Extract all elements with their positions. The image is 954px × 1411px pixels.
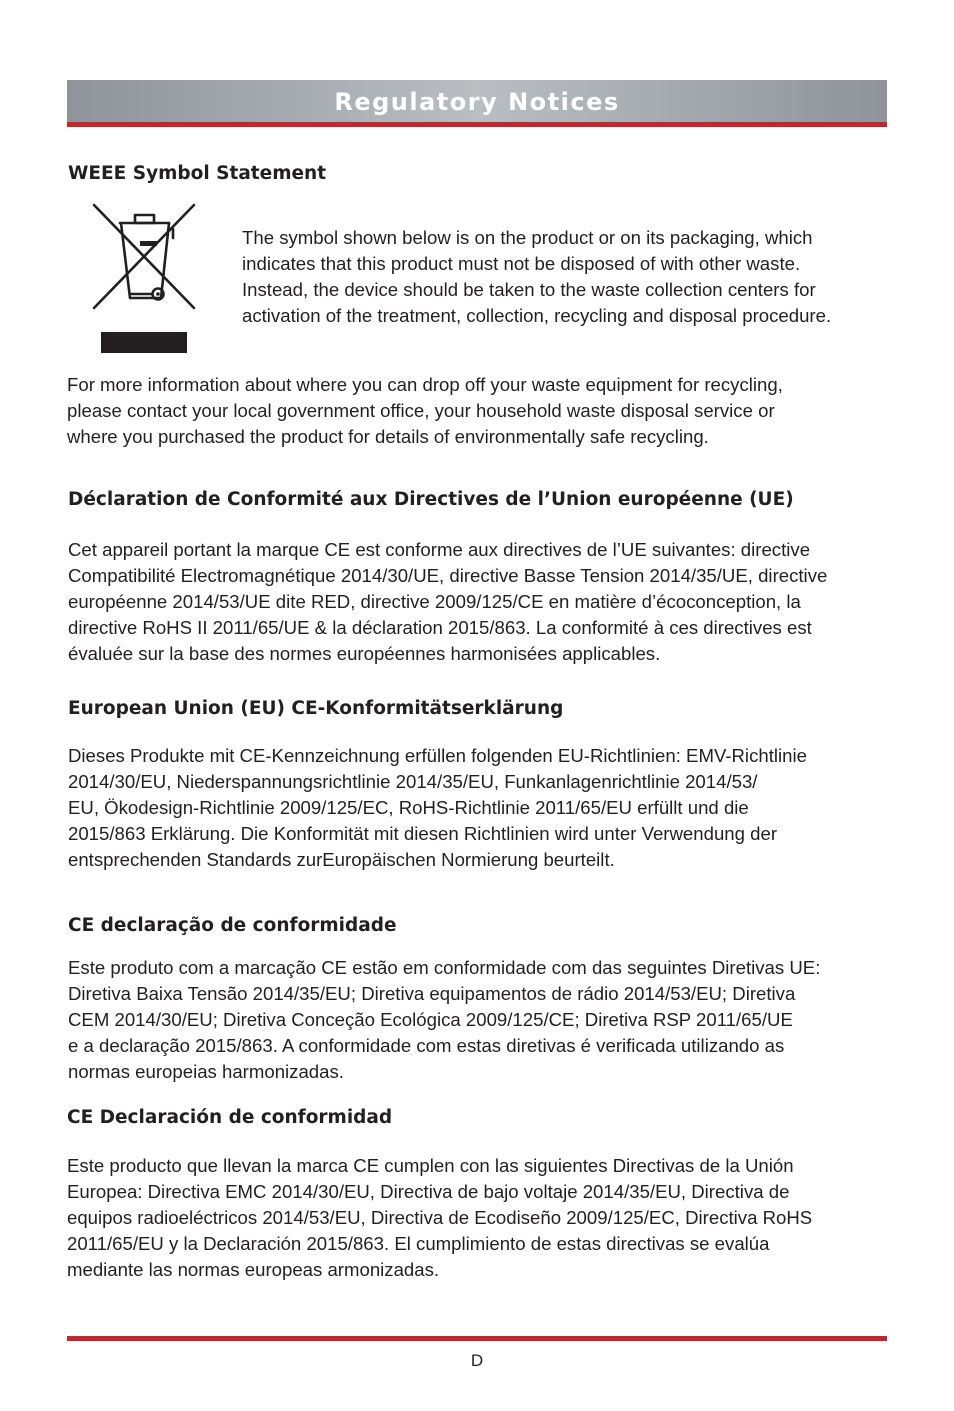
- paragraph-line: entsprechenden Standards zurEuropäischen Normierung beurteilt.: [68, 849, 615, 870]
- paragraph-line: normas europeias harmonizadas.: [68, 1061, 344, 1082]
- page-header-banner: [67, 80, 887, 122]
- weee-heading: WEEE Symbol Statement: [68, 163, 327, 184]
- paragraph-line: Dieses Produkte mit CE-Kennzeichnung erfüllen folgenden EU-Richtlinien: EMV-Richtlinie: [68, 745, 807, 766]
- paragraph-line: Este producto que llevan la marca CE cumplen con las siguientes Directivas de la Unión: [67, 1155, 794, 1176]
- weee-more-info-paragraph: [67, 372, 783, 450]
- spanish-declaration-heading: CE Declaración de conformidad: [67, 1107, 393, 1128]
- german-declaration-paragraph: [68, 743, 807, 873]
- paragraph-line: activation of the treatment, collection, recycling and disposal procedure.: [242, 305, 832, 326]
- paragraph-line: 2014/30/EU, Niederspannungsrichtlinie 2014/35/EU, Funkanlagenrichtlinie 2014/53/: [68, 771, 758, 792]
- french-declaration-heading: Déclaration de Conformité aux Directives de l’Union européenne (UE): [68, 489, 794, 510]
- paragraph-line: Cet appareil portant la marque CE est conforme aux directives de l’UE suivantes: directive: [68, 539, 811, 560]
- paragraph-line: européenne 2014/53/UE dite RED, directive 2009/125/CE en matière d’écoconception, la: [68, 591, 801, 612]
- footer-divider: [67, 1336, 887, 1341]
- paragraph-line: equipos radioeléctricos 2014/53/EU, Directiva de Ecodiseño 2009/125/EC, Directiva RoHS: [67, 1207, 813, 1228]
- paragraph-line: EU, Ökodesign-Richtlinie 2009/125/EC, RoHS-Richtlinie 2011/65/EU erfüllt und die: [68, 797, 749, 818]
- paragraph-line: mediante las normas europeas armonizadas.: [67, 1259, 440, 1280]
- paragraph-line: indicates that this product must not be disposed of with other waste.: [242, 253, 801, 274]
- paragraph-line: Europea: Directiva EMC 2014/30/EU, Directiva de bajo voltaje 2014/35/EU, Directiva de: [67, 1181, 790, 1202]
- spanish-declaration-paragraph: [67, 1153, 812, 1283]
- paragraph-line: The symbol shown below is on the product or on its packaging, which: [242, 227, 813, 248]
- french-declaration-paragraph: [68, 537, 827, 667]
- portuguese-declaration-paragraph: [68, 955, 820, 1085]
- paragraph-line: please contact your local government office, your household waste disposal service or: [67, 400, 775, 421]
- paragraph-line: e a declaração 2015/863. A conformidade com estas diretivas é verificada utilizando as: [68, 1035, 785, 1056]
- crossed-out-wheelie-bin-icon: [90, 202, 198, 356]
- paragraph-line: where you purchased the product for details of environmentally safe recycling.: [67, 426, 709, 447]
- page-number: D: [470, 1351, 484, 1370]
- paragraph-line: 2011/65/EU y la Declaración 2015/863. El cumplimiento de estas directivas se evalúa: [67, 1233, 770, 1254]
- paragraph-line: 2015/863 Erklärung. Die Konformität mit diesen Richtlinien wird unter Verwendung der: [68, 823, 778, 844]
- paragraph-line: Instead, the device should be taken to the waste collection centers for: [242, 279, 816, 300]
- page-title: Regulatory Notices: [334, 88, 620, 116]
- paragraph-line: évaluée sur la base des normes européennes harmonisées applicables.: [68, 643, 661, 664]
- paragraph-line: For more information about where you can drop off your waste equipment for recycling,: [67, 374, 783, 395]
- weee-intro-paragraph: [242, 225, 831, 329]
- german-declaration-heading: European Union (EU) CE-Konformitätserklärung: [68, 698, 564, 719]
- paragraph-line: Diretiva Baixa Tensão 2014/35/EU; Diretiva equipamentos de rádio 2014/53/EU; Diretiva: [68, 983, 796, 1004]
- portuguese-declaration-heading: CE declaração de conformidade: [68, 915, 397, 936]
- paragraph-line: CEM 2014/30/EU; Diretiva Conceção Ecológica 2009/125/CE; Diretiva RSP 2011/65/UE: [68, 1009, 793, 1030]
- paragraph-line: Este produto com a marcação CE estão em conformidade com das seguintes Diretivas UE:: [68, 957, 821, 978]
- paragraph-line: Compatibilité Electromagnétique 2014/30/UE, directive Basse Tension 2014/35/UE, directive: [68, 565, 828, 586]
- paragraph-line: directive RoHS II 2011/65/UE & la déclaration 2015/863. La conformité à ces directives est: [68, 617, 812, 638]
- header-divider: [67, 122, 887, 127]
